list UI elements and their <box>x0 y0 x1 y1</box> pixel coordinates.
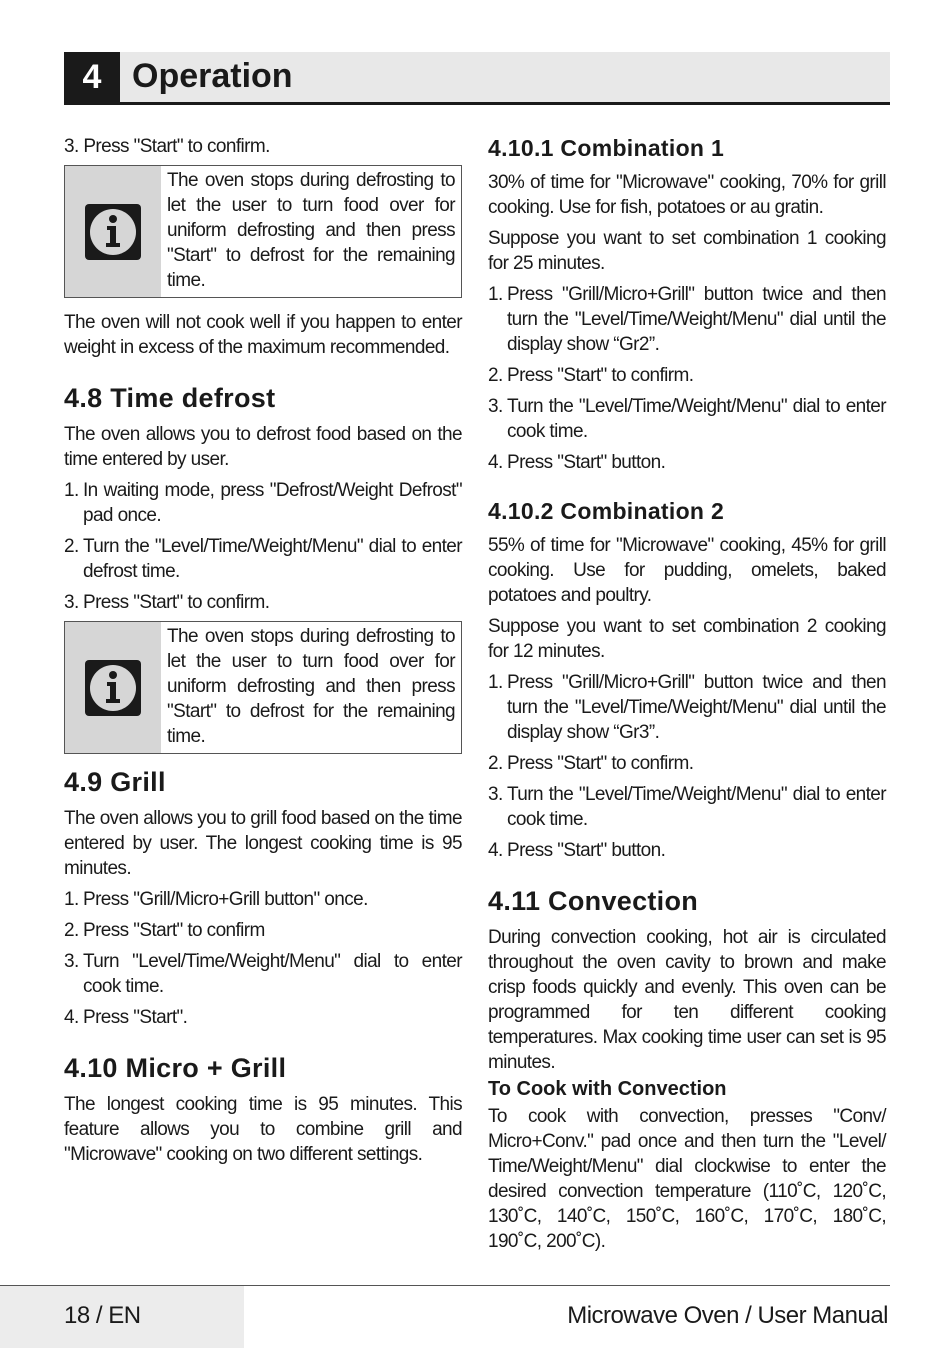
step-text: Press "Start" to confirm. <box>83 592 270 613</box>
right-column <box>488 134 886 1260</box>
list-item <box>64 1005 462 1030</box>
step-text: Turn the "Level/Time/Weight/Menu" dial to enter cook time. <box>507 784 886 830</box>
list-item <box>488 670 886 745</box>
list-item <box>64 949 462 999</box>
section-title-combination-2: 4.10.2 Combination 2 <box>488 498 725 524</box>
section-title-time-defrost: 4.8 Time defrost <box>64 383 276 413</box>
list-item <box>488 751 886 776</box>
step-text: 3. Press "Start" to confirm. <box>64 136 270 157</box>
step-number: 1. <box>488 284 503 305</box>
step-text: Turn the "Level/Time/Weight/Menu" dial to enter cook time. <box>507 396 886 442</box>
steps-list <box>64 887 462 1030</box>
manual-title: Microwave Oven / User Manual <box>567 1302 888 1329</box>
footer-divider <box>0 1285 890 1286</box>
list-item <box>488 782 886 832</box>
chapter-number: 4 <box>64 52 120 102</box>
step-text: Press "Start". <box>83 1007 188 1028</box>
warning-paragraph: The oven will not cook well if you happen to enter weight in excess of the maximum recommended. <box>64 312 462 358</box>
step-number: 3. <box>488 784 503 805</box>
step-text: Press "Grill/Micro+Grill" button twice and then turn the "Level/Time/Weight/Menu" dial until the display show “Gr3”. <box>507 672 886 743</box>
step-number: 4. <box>488 840 503 861</box>
step-text: Turn "Level/Time/Weight/Menu" dial to enter cook time. <box>83 951 462 997</box>
section-intro: Suppose you want to set combination 1 cooking for 25 minutes. <box>488 228 886 274</box>
step-number: 2. <box>64 536 79 557</box>
steps-list <box>488 670 886 863</box>
steps-list <box>488 282 886 475</box>
step-number: 1. <box>488 672 503 693</box>
step-text: Press "Start" to confirm. <box>507 753 694 774</box>
section-intro: The oven allows you to defrost food based on the time entered by user. <box>64 424 462 470</box>
step-number: 4. <box>64 1007 79 1028</box>
step-text: In waiting mode, press "Defrost/Weight Defrost" pad once. <box>83 480 462 526</box>
step-number: 1. <box>64 889 79 910</box>
step-number: 3. <box>488 396 503 417</box>
step-text: Press "Grill/Micro+Grill button" once. <box>83 889 368 910</box>
info-note <box>64 621 462 754</box>
section-title-convection: 4.11 Convection <box>488 886 699 916</box>
section-intro: 30% of time for "Microwave" cooking, 70% for grill cooking. Use for fish, potatoes or au gratin. <box>488 172 886 218</box>
list-item <box>64 534 462 584</box>
section-intro: 55% of time for "Microwave" cooking, 45% for grill cooking. Use for pudding, omelets, baked potatoes and poultry. <box>488 535 886 606</box>
subsection-title: To Cook with Convection <box>488 1078 727 1100</box>
section-body: To cook with convection, presses "Conv/ Micro+Conv." pad once and then turn the "Level/ Time/Weight/Menu" dial clockwise to enter the desired convection temperature (110˚C, 120˚C, 130˚C, 140˚C, 150˚C, 160˚C, 170˚C, 180˚C, 190˚C, 200˚C). <box>488 1106 886 1252</box>
step-number: 1. <box>64 480 79 501</box>
info-icon <box>65 622 161 753</box>
step-number: 2. <box>488 753 503 774</box>
step-text: Turn the "Level/Time/Weight/Menu" dial to enter defrost time. <box>83 536 462 582</box>
section-title-micro-grill: 4.10 Micro + Grill <box>64 1053 287 1083</box>
list-item <box>488 838 886 863</box>
list-item <box>488 394 886 444</box>
chapter-header <box>64 52 890 105</box>
list-item <box>488 450 886 475</box>
step-number: 2. <box>488 365 503 386</box>
list-item <box>64 478 462 528</box>
step-number: 3. <box>64 951 79 972</box>
step-number: 2. <box>64 920 79 941</box>
step-number: 3. <box>64 592 79 613</box>
note-text: The oven stops during defrosting to let the user to turn food over for uniform defrosting and then press "Start" to defrost for the remaining time. <box>167 626 455 747</box>
step-number: 4. <box>488 452 503 473</box>
info-icon <box>65 166 161 297</box>
steps-list <box>64 478 462 615</box>
list-item <box>64 918 462 943</box>
section-title-combination-1: 4.10.1 Combination 1 <box>488 135 725 161</box>
list-item <box>64 887 462 912</box>
list-item <box>488 363 886 388</box>
left-column <box>64 134 462 1173</box>
info-note <box>64 165 462 298</box>
step-text: Press "Start" to confirm <box>83 920 265 941</box>
step-text: Press "Start" to confirm. <box>507 365 694 386</box>
section-intro: The longest cooking time is 95 minutes. This feature allows you to combine grill and "Microwave" cooking on two different settings. <box>64 1094 462 1165</box>
section-intro: The oven allows you to grill food based on the time entered by user. The longest cooking time is 95 minutes. <box>64 808 462 879</box>
step-text: Press "Start" button. <box>507 452 666 473</box>
note-text: The oven stops during defrosting to let the user to turn food over for uniform defrosting and then press "Start" to defrost for the remaining time. <box>167 170 455 291</box>
page-number: 18 / EN <box>64 1302 141 1329</box>
section-title-grill: 4.9 Grill <box>64 767 166 797</box>
section-intro: During convection cooking, hot air is circulated throughout the oven cavity to brown and make crisp foods quickly and evenly. This oven can be programmed for ten different cooking temperatures. Max cooking time user can set is 95 minutes. <box>488 927 886 1073</box>
list-item <box>488 282 886 357</box>
section-intro: Suppose you want to set combination 2 cooking for 12 minutes. <box>488 616 886 662</box>
list-item <box>64 590 462 615</box>
chapter-title: Operation <box>132 57 293 95</box>
step-text: Press "Grill/Micro+Grill" button twice and then turn the "Level/Time/Weight/Menu" dial until the display show “Gr2”. <box>507 284 886 355</box>
step-text: Press "Start" button. <box>507 840 666 861</box>
